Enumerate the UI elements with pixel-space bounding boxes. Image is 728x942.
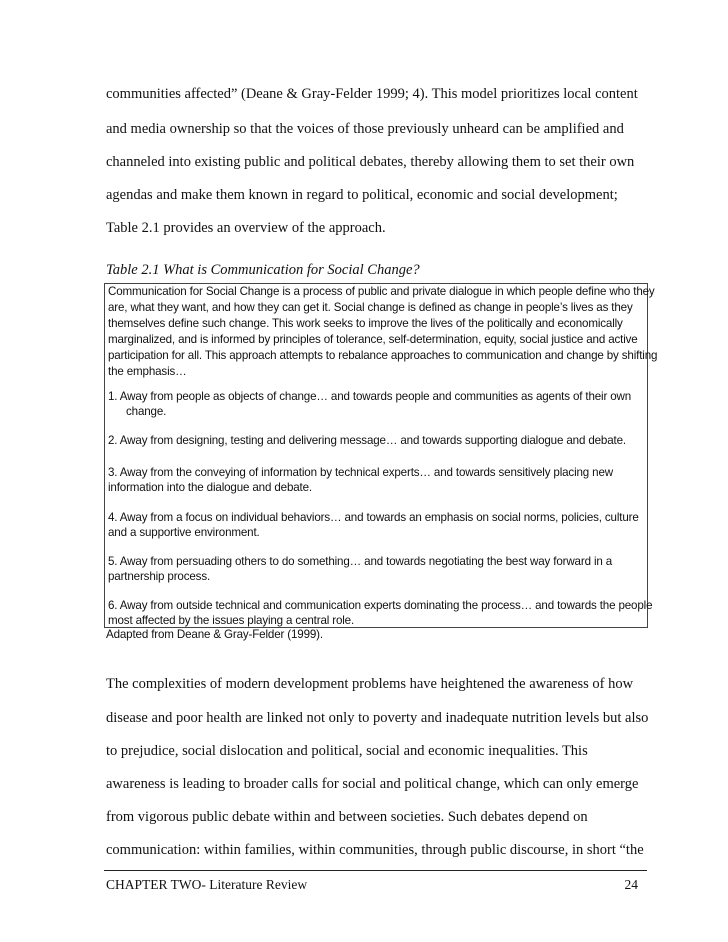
table-list-item: 2. Away from designing, testing and delivering message… and towards supporting dialogue and debate. xyxy=(108,434,626,447)
page-number: 24 xyxy=(624,877,638,892)
table-list-item: 6. Away from outside technical and communication experts dominating the process… and towards the people xyxy=(108,599,653,612)
body-text-line: and media ownership so that the voices of those previously unheard can be amplified and xyxy=(106,121,624,137)
body-text-line: Table 2.1 provides an overview of the approach. xyxy=(106,220,386,236)
body-text-line: channeled into existing public and political debates, thereby allowing them to set their own xyxy=(106,154,635,170)
table-text-line: marginalized, and is informed by principles of tolerance, self-determination, equity, social justice and active xyxy=(108,333,638,346)
table-list-item: 4. Away from a focus on individual behaviors… and towards an emphasis on social norms, policies, culture xyxy=(108,511,639,524)
footer-chapter-title: CHAPTER TWO- Literature Review xyxy=(106,877,308,892)
table-list-item: 5. Away from persuading others to do something… and towards negotiating the best way forward in a xyxy=(108,555,613,568)
body-text-line: awareness is leading to broader calls for social and political change, which can only emerge xyxy=(106,776,639,792)
table-text-line: the emphasis… xyxy=(108,365,187,378)
body-text-line: to prejudice, social dislocation and political, social and economic inequalities. This xyxy=(106,743,588,759)
body-text-line: from vigorous public debate within and between societies. Such debates depend on xyxy=(106,809,588,825)
table-text-line: participation for all. This approach attempts to rebalance approaches to communication and change by shifting xyxy=(108,349,658,362)
footer-divider xyxy=(104,870,647,871)
table-list-item: 3. Away from the conveying of information by technical experts… and towards sensitively placing new xyxy=(108,466,613,479)
table-list-item-cont: partnership process. xyxy=(108,570,211,583)
table-list-item-cont: information into the dialogue and debate. xyxy=(108,481,312,494)
table-text-line: themselves define such change. This work seeks to improve the lives of the politically and economically xyxy=(108,317,623,330)
table-list-item-cont: change. xyxy=(126,405,167,418)
table-list-item-cont: most affected by the issues playing a central role. xyxy=(108,614,355,627)
body-text-line: The complexities of modern development problems have heightened the awareness of how xyxy=(106,676,634,692)
body-text-line: agendas and make them known in regard to political, economic and social development; xyxy=(106,187,618,203)
body-text-line: disease and poor health are linked not only to poverty and inadequate nutrition levels but also xyxy=(106,710,649,726)
body-text-line: communication: within families, within communities, through public discourse, in short “the xyxy=(106,842,644,858)
table-list-item-cont: and a supportive environment. xyxy=(108,526,260,539)
table-text-line: Communication for Social Change is a process of public and private dialogue in which people define who they xyxy=(108,285,655,298)
body-text-line: communities affected” (Deane & Gray-Felder 1999; 4). This model prioritizes local content xyxy=(106,86,638,102)
table-caption: Table 2.1 What is Communication for Social Change? xyxy=(106,262,420,278)
table-list-item: 1. Away from people as objects of change… and towards people and communities as agents of their own xyxy=(108,390,632,403)
table-text-line: are, what they want, and how they can get it. Social change is defined as change in people’s lives as they xyxy=(108,301,633,314)
table-source-note: Adapted from Deane & Gray-Felder (1999). xyxy=(106,628,323,641)
